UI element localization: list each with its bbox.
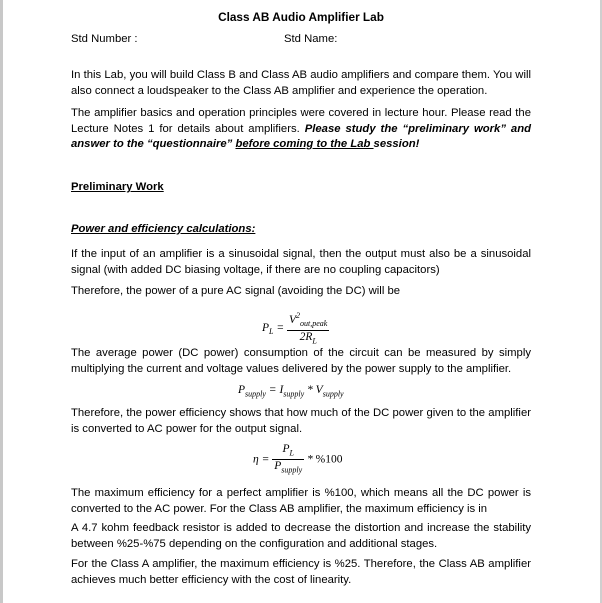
preliminary-heading: Preliminary Work [71,181,164,193]
paragraph-max-efficiency: The maximum efficiency for a perfect amplifier is %100, which means all the DC power is converted to the AC power. For the Class AB amplifier, the maximum efficiency is in [71,487,531,515]
equation-supply-power: $P_{supply} = I_{supply} * V_{supply}$ [238,384,344,399]
eq1-op: = [276,321,285,334]
equation-efficiency: η = $\frac{P_L}{P_{supply}}$ * %100 [253,443,343,475]
power-efficiency-subheading: Power and efficiency calculations: [71,223,256,235]
paragraph-sinusoidal: If the input of an amplifier is a sinusoidal signal, then the output must also be a sinusoidal signal (with added DC biasing voltage, if there are no coupling capacitors) [71,248,531,276]
paragraph-dc-power: The average power (DC power) consumption of the circuit can be measured by simply multiplying the current and voltage values delivered by the power supply to the amplifier. [71,347,531,375]
std-number-label: Std Number : [71,33,138,45]
intro-paragraph-1: In this Lab, you will build Class B and Class AB audio amplifiers and compare them. You will also connect a loudspeaker to the Class AB amplifier and experience the operation. [71,69,531,97]
intro-paragraph-2 [71,106,531,153]
page-title: Class AB Audio Amplifier Lab [218,10,384,24]
eq3-fraction [272,443,304,477]
intro-p2-emphasis-end: session! [373,138,420,150]
intro-p2-underline: before coming to the Lab [235,138,374,150]
paragraph-ac-power: Therefore, the power of a pure AC signal (avoiding the DC) will be [71,285,401,297]
intro-p2-emphasis: Please study the “preliminary work” and answer to the “questionnaire” [71,122,531,150]
eq1-lhs-sub: L [269,327,274,337]
paragraph-class-a: For the Class A amplifier, the maximum efficiency is %25. Therefore, the Class AB amplifier achieves much better efficiency with the cost of linearity. [71,558,531,586]
paragraph-efficiency: Therefore, the power efficiency shows that how much of the DC power given to the amplifier is converted to AC power for the output signal. [71,407,531,435]
left-border [0,0,3,603]
eq1-denominator: $2R_L$ [299,331,317,346]
std-name-label: Std Name: [284,33,338,45]
intro-p2-plain: The amplifier basics and operation principles were covered in lecture hour. Please read the Lecture Notes 1 for details about amplifiers. [71,107,531,135]
paragraph-feedback-resistor: A 4.7 kohm feedback resistor is added to decrease the distortion and increase the stability between %25-%75 depending on the configuration and additional stages. [71,522,531,550]
eq1-lhs: P [262,321,270,334]
eq3-denominator: $P_{supply}$ [274,460,303,475]
eq1-fraction [287,309,329,347]
eq3-numerator: $P_L$ [272,443,304,460]
eq1-numerator: $V^2_{out,peak}$ [287,309,329,331]
equation-ac-power [262,309,329,347]
